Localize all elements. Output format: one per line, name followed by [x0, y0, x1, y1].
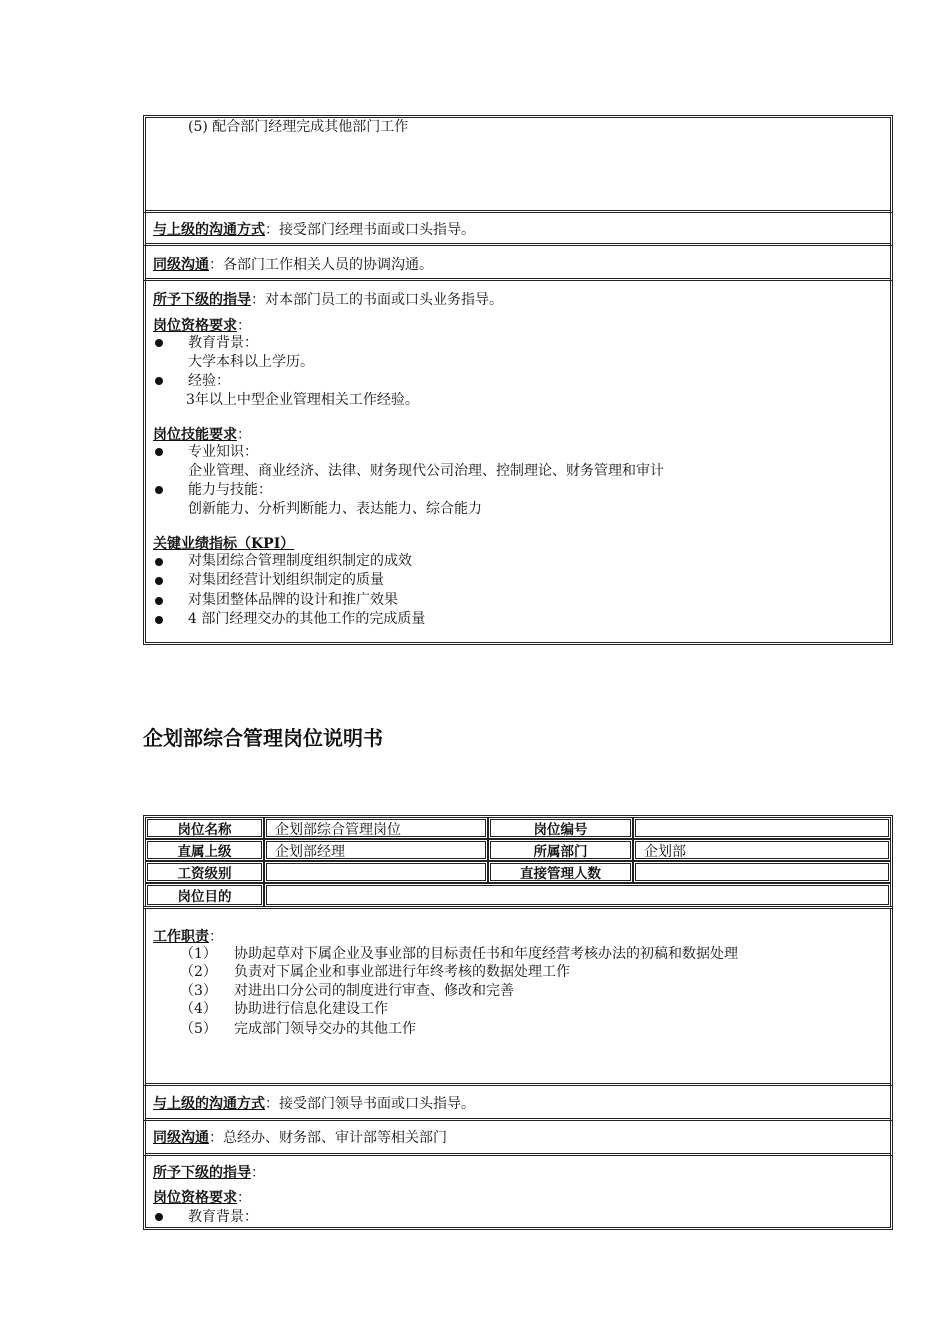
bullet-icon: [155, 448, 163, 456]
qualification-label: 岗位资格要求: [153, 318, 237, 334]
duty-text: 协助进行信息化建设工作: [234, 1001, 388, 1017]
duty-text: 协助起草对下属企业及事业部的目标责任书和年度经营考核办法的初稿和数据处理: [234, 946, 738, 962]
duty-number: （1）: [180, 946, 217, 962]
post-no-label: 岗位编号: [488, 817, 633, 839]
qualification-heading: 岗位资格要求：: [153, 318, 251, 334]
grade-label: 工资级别: [145, 861, 264, 883]
section-title: 企划部综合管理岗位说明书: [143, 726, 383, 750]
duty-text: 对进出口分公司的制度进行审查、修改和完善: [234, 983, 514, 999]
duty-item-5: (5) 配合部门经理完成其他部门工作: [188, 119, 409, 135]
bullet-icon: [155, 339, 163, 347]
duty-number: （5）: [180, 1021, 217, 1037]
knowledge-label: 专业知识：: [188, 444, 258, 460]
bullet-icon: [155, 616, 163, 624]
sub-guidance-label: 所予下级的指导: [153, 1165, 251, 1181]
sub-guidance-text: ：: [251, 1165, 265, 1181]
bullet-icon: [155, 577, 163, 585]
duty-number: （3）: [180, 983, 217, 999]
post-name-value: 企划部综合管理岗位: [264, 817, 488, 839]
superior-comm-label: 与上级的沟通方式: [153, 222, 265, 238]
post-name-label: 岗位名称: [145, 817, 264, 839]
duty-text: 完成部门领导交办的其他工作: [234, 1021, 416, 1037]
qualification-label: 岗位资格要求: [153, 1190, 237, 1206]
sub-guidance-text: ：对本部门员工的书面或口头业务指导。: [251, 292, 503, 308]
superior-comm-text: ：接受部门领导书面或口头指导。: [265, 1096, 475, 1112]
knowledge-value: 企业管理、商业经济、法律、财务现代公司治理、控制理论、财务管理和审计: [188, 463, 664, 479]
ability-label: 能力与技能：: [188, 482, 272, 498]
kpi-item: 4 部门经理交办的其他工作的完成质量: [188, 611, 426, 627]
managed-label: 直接管理人数: [488, 861, 633, 883]
experience-label: 经验：: [188, 373, 230, 389]
peer-comm-label: 同级沟通: [153, 1130, 209, 1146]
experience-value: 3年以上中型企业管理相关工作经验。: [186, 392, 419, 408]
ability-value: 创新能力、分析判断能力、表达能力、综合能力: [188, 501, 482, 517]
superior-label: 直属上级: [145, 839, 264, 861]
superior-comm-text: ：接受部门经理书面或口头指导。: [265, 222, 475, 238]
kpi-item: 对集团经营计划组织制定的质量: [188, 572, 384, 588]
duties-label: 工作职责: [153, 929, 209, 945]
peer-comm-text: ：各部门工作相关人员的协调沟通。: [209, 257, 433, 273]
bullet-icon: [155, 1213, 163, 1221]
superior-comm: [153, 221, 475, 240]
peer-comm-text: ：总经办、财务部、审计部等相关部门: [209, 1130, 447, 1146]
sub-guidance-label: 所予下级的指导: [153, 292, 251, 308]
education-value: 大学本科以上学历。: [188, 354, 314, 370]
sub-guidance: [153, 291, 503, 310]
qualification-heading-2: 岗位资格要求：: [153, 1190, 251, 1206]
skills-label: 岗位技能要求: [153, 427, 237, 443]
superior-comm-label: 与上级的沟通方式: [153, 1096, 265, 1112]
managed-value: [633, 861, 891, 883]
purpose-label: 岗位目的: [145, 883, 264, 907]
kpi-item: 对集团综合管理制度组织制定的成效: [188, 553, 412, 569]
dept-value: 企划部: [633, 839, 891, 861]
duty-text: 负责对下属企业和事业部进行年终考核的数据处理工作: [234, 964, 570, 980]
skills-heading: 岗位技能要求：: [153, 427, 251, 443]
grade-value: [264, 861, 488, 883]
duty-number: （2）: [180, 964, 217, 980]
education-label: 教育背景：: [188, 335, 258, 351]
bullet-icon: [155, 597, 163, 605]
kpi-item: 对集团整体品牌的设计和推广效果: [188, 592, 398, 608]
superior-comm-2: [153, 1095, 475, 1114]
bullet-icon: [155, 377, 163, 385]
duty-number: （4）: [180, 1001, 217, 1017]
bullet-icon: [155, 558, 163, 566]
bullet-icon: [155, 486, 163, 494]
peer-comm: [153, 256, 433, 275]
peer-comm-2: [153, 1129, 447, 1148]
dept-label: 所属部门: [488, 839, 633, 861]
duties-heading: 工作职责：: [153, 929, 223, 945]
peer-comm-label: 同级沟通: [153, 257, 209, 273]
post-no-value: [633, 817, 891, 839]
kpi-heading: 关键业绩指标（KPI）: [153, 536, 295, 552]
education-label-2: 教育背景：: [188, 1209, 258, 1225]
superior-value: 企划部经理: [264, 839, 488, 861]
sub-guidance-2: [153, 1164, 265, 1183]
purpose-value: [264, 883, 891, 907]
